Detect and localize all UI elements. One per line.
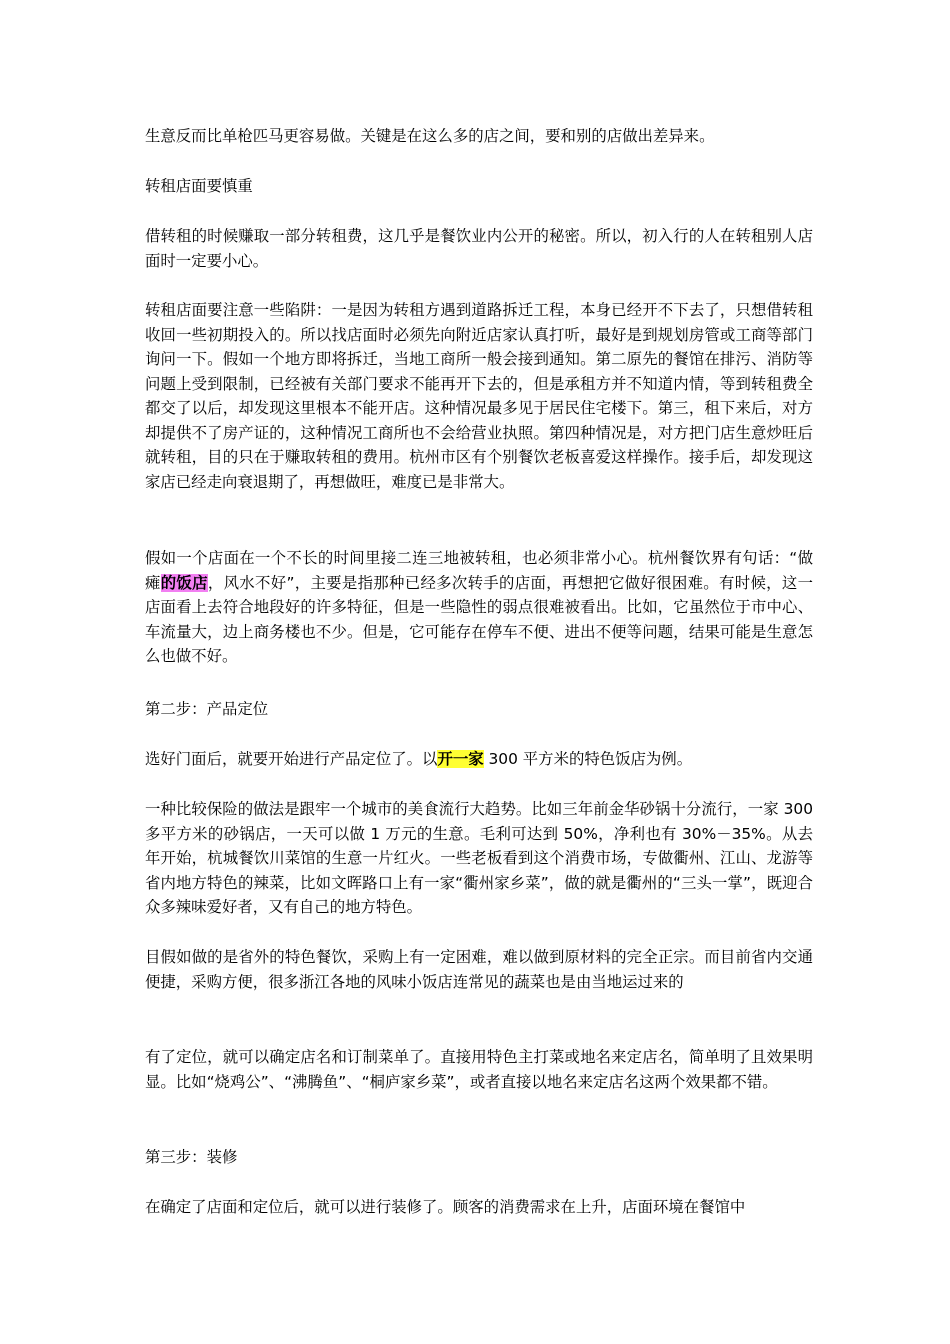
paragraph-decoration: 在确定了店面和定位后，就可以进行装修了。顾客的消费需求在上升，店面环境在餐馆中 — [145, 1198, 746, 1216]
text-run: 假如一个店面在一个不长的时间里接二连三地被转租，也必须非常小心。杭州餐饮界有句话：“做瘫 — [145, 549, 813, 592]
paragraph-trend: 一种比较保险的做法是跟牢一个城市的美食流行大趋势。比如三年前金华砂锅十分流行，一家 300 多平方米的砂锅店，一天可以做 1 万元的生意。毛利可达到 50%，净利也有 30%－35%。从去年开始，杭城餐饮川菜馆的生意一片红火。一些老板看到这个消费市场，专做衢州、江山、龙游等省内地方特色的辣菜，比如文晖路口上有一家“衢州家乡菜”，做的就是衢州的“三头一掌”，既迎合众多辣味爱好者，又有自己的地方特色。 — [145, 800, 813, 916]
heading-step-three: 第三步：装修 — [145, 1148, 238, 1166]
highlight-yellow: 开一家 — [437, 750, 484, 768]
paragraph-repeated-sublet — [145, 546, 813, 669]
heading-sublet: 转租店面要慎重 — [145, 177, 253, 195]
paragraph-naming: 有了定位，就可以确定店名和订制菜单了。直接用特色主打菜或地名来定店名，简单明了且效果明显。比如“烧鸡公”、“沸腾鱼”、“桐庐家乡菜”，或者直接以地名来定店名这两个效果都不错。 — [145, 1048, 813, 1091]
text-run: ，风水不好”，主要是指那种已经多次转手的店面，再想把它做好很困难。有时候，这一店面看上去符合地段好的许多特征，但是一些隐性的弱点很难被看出。比如，它虽然位于市中心、车流量大，边上商务楼也不少。但是，它可能存在停车不便、进出不便等问题，结果可能是生意怎么也做不好。 — [145, 573, 813, 665]
paragraph-intro: 生意反而比单枪匹马更容易做。关键是在这么多的店之间，要和别的店做出差异来。 — [145, 127, 715, 145]
paragraph-positioning — [145, 747, 813, 772]
paragraph-sublet-fee: 借转租的时候赚取一部分转租费，这几乎是餐饮业内公开的秘密。所以，初入行的人在转租别人店面时一定要小心。 — [145, 227, 813, 270]
paragraph-sourcing: 目假如做的是省外的特色餐饮，采购上有一定困难，难以做到原材料的完全正宗。而目前省内交通便捷，采购方便，很多浙江各地的风味小饭店连常见的蔬菜也是由当地运过来的 — [145, 948, 813, 991]
paragraph-sublet-traps: 转租店面要注意一些陷阱：一是因为转租方遇到道路拆迁工程，本身已经开不下去了，只想借转租收回一些初期投入的。所以找店面时必须先向附近店家认真打听，最好是到规划房管或工商等部门询问一下。假如一个地方即将拆迁，当地工商所一般会接到通知。第二原先的餐馆在排污、消防等问题上受到限制，已经被有关部门要求不能再开下去的，但是承租方并不知道内情，等到转租费全都交了以后，却发现这里根本不能开店。这种情况最多见于居民住宅楼下。第三，租下来后，对方却提供不了房产证的，这种情况工商所也不会给营业执照。第四种情况是，对方把门店生意炒旺后就转租，目的只在于赚取转租的费用。杭州市区有个别餐饮老板喜爱这样操作。接手后，却发现这家店已经走向衰退期了，再想做旺，难度已是非常大。 — [145, 301, 813, 491]
highlight-pink: 的饭店 — [160, 573, 208, 592]
text-run: 300 平方米的特色饭店为例。 — [483, 750, 693, 768]
heading-step-two: 第二步：产品定位 — [145, 700, 269, 718]
text-run: 选好门面后，就要开始进行产品定位了。以 — [145, 750, 438, 768]
